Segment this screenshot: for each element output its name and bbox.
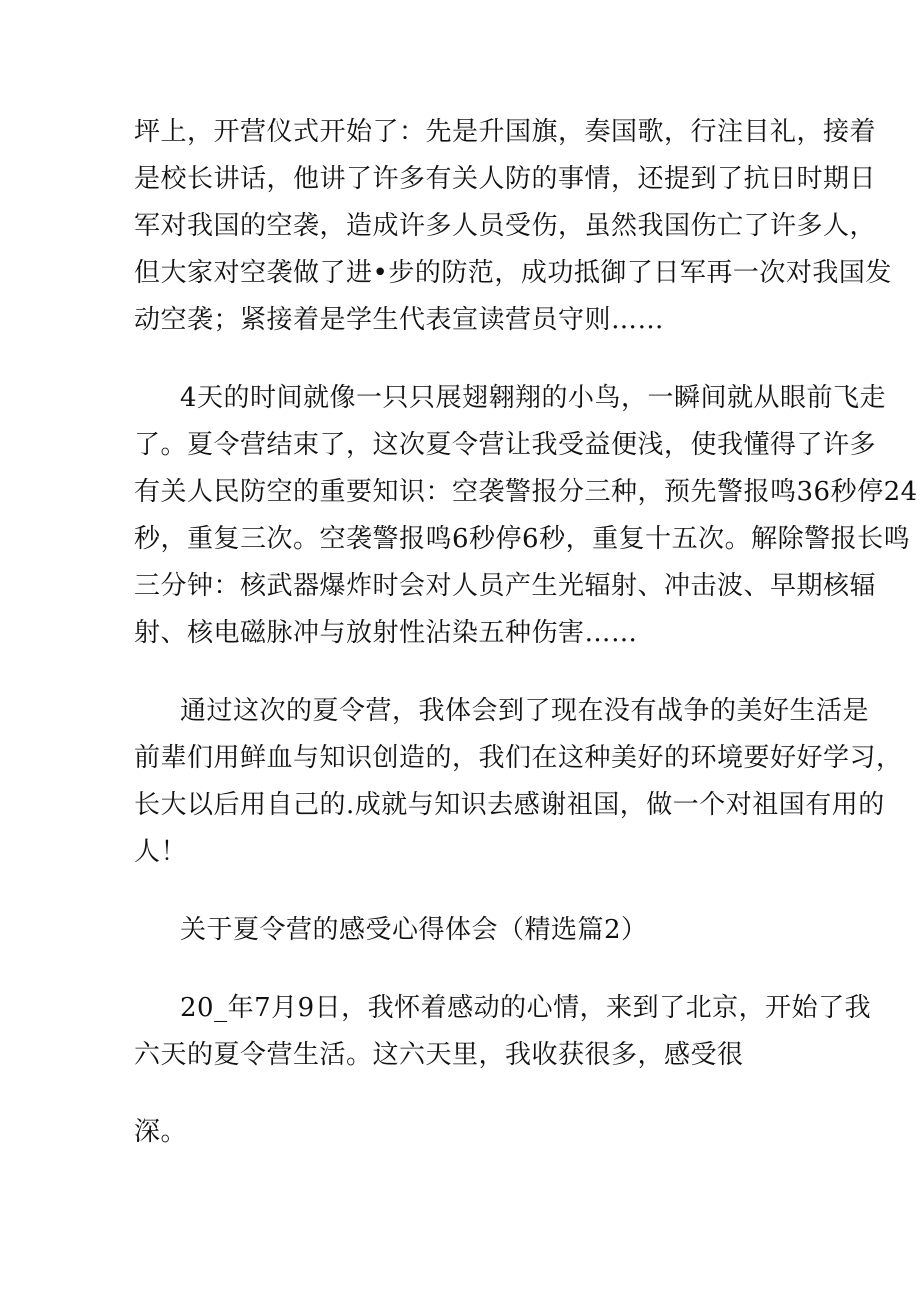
text-line: 4天的时间就像一只只展翅翱翔的小鸟，一瞬间就从眼前飞走 bbox=[180, 383, 887, 413]
text-line: 军对我国的空袭，造成许多人员受伤，虽然我国伤亡了许多人， bbox=[134, 211, 877, 241]
text-line: 射、核电磁脉冲与放射性沾染五种伤害…… bbox=[134, 618, 638, 648]
text-line: 秒，重复三次。空袭警报鸣6秒停6秒，重复十五次。解除警报长鸣 bbox=[134, 524, 911, 554]
text-line: 长大以后用自己的.成就与知识去感谢祖国，做一个对祖国有用的 bbox=[134, 790, 885, 820]
text-line: 是校长讲话，他讲了许多有关人防的事情，还提到了抗日时期日 bbox=[134, 164, 877, 194]
section-heading: 关于夏令营的感受心得体会（精选篇2） bbox=[180, 915, 648, 945]
text-line: 20_年7月9日，我怀着感动的心情，来到了北京，开始了我 bbox=[180, 993, 872, 1023]
text-line: 六天的夏令营生活。这六天里，我收获很多，感受很 bbox=[134, 1040, 744, 1070]
text-line: 了。夏令营结束了，这次夏令营让我受益便浅，使我懂得了许多 bbox=[134, 430, 877, 460]
text-line: 但大家对空袭做了进•步的防范，成功抵御了日军再一次对我国发 bbox=[134, 258, 892, 288]
text-line: 三分钟：核武器爆炸时会对人员产生光辐射、冲击波、早期核辐 bbox=[134, 571, 877, 601]
text-line: 坪上，开营仪式开始了：先是升国旗，奏国歌，行注目礼，接着 bbox=[134, 117, 877, 147]
text-line: 前辈们用鲜血与知识创造的，我们在这种美好的环境要好好学习， bbox=[134, 743, 903, 773]
text-line: 动空袭；紧接着是学生代表宣读营员守则…… bbox=[134, 305, 665, 335]
text-line: 有关人民防空的重要知识：空袭警报分三种，预先警报鸣36秒停24 bbox=[134, 477, 918, 507]
text-line: 通过这次的夏令营，我体会到了现在没有战争的美好生活是 bbox=[180, 696, 870, 726]
text-line: 人！ bbox=[134, 837, 188, 867]
text-line: 深。 bbox=[134, 1117, 188, 1147]
